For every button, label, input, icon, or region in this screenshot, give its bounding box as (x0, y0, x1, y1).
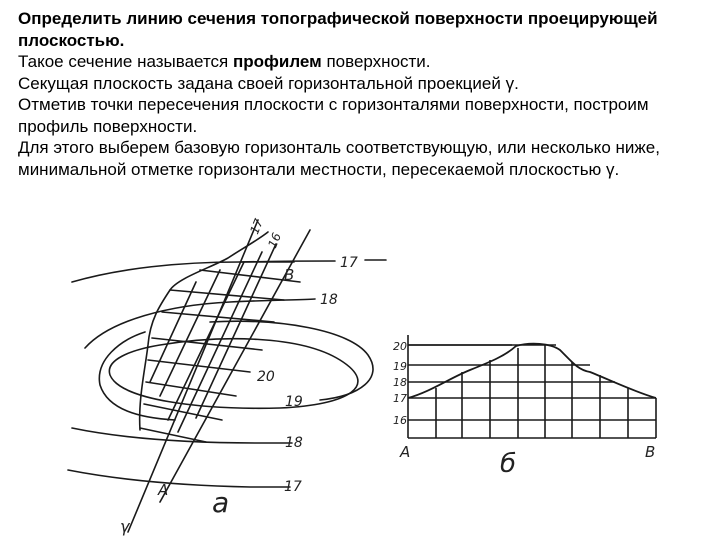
paragraph-base-contour: Для этого выберем базовую горизонталь соответствующую, или несколько ниже, минимальной отметке горизонтали местности, пересекаемой плоскостью γ. (18, 138, 660, 179)
point-a-label-a: A (158, 481, 169, 499)
profile-curve (408, 344, 656, 398)
level-label-17: 17 (393, 392, 407, 405)
figure-a-caption: а (212, 486, 230, 519)
paragraph-profile (18, 51, 708, 73)
paragraph-profile-end: поверхности. (321, 52, 431, 71)
contour-20-ellipse (109, 339, 358, 408)
contour-17-bottom (68, 470, 290, 487)
contour-label-17-bottom: 17 (284, 479, 302, 495)
contour-label-19: 19 (285, 394, 303, 410)
point-b-label-b: B (645, 443, 656, 461)
contour-label-18-bottom: 18 (285, 435, 303, 451)
plane-label-17: 17 (247, 216, 266, 237)
profile-chart (408, 335, 656, 438)
point-b-label-a: B (284, 266, 295, 284)
level-label-16: 16 (393, 414, 407, 427)
gamma-label: γ (120, 517, 130, 536)
paragraph-plane: Секущая плоскость задана своей горизонтальной проекцией γ. (18, 73, 519, 93)
level-label-19: 19 (393, 360, 407, 373)
slide-title: Определить линию сечения топографической поверхности проецирующей плоскостью. (18, 9, 658, 50)
paragraph-points: Отметив точки пересечения плоскости с горизонталями поверхности, построим профиль поверхности. (18, 95, 649, 136)
contour-label-20: 20 (257, 369, 275, 385)
contour-label-18-top: 18 (320, 292, 338, 308)
contour-17-top (72, 261, 335, 282)
level-label-18: 18 (393, 376, 407, 389)
level-label-20: 20 (393, 340, 407, 353)
figure-b-labels (393, 340, 655, 479)
contour-label-17-top: 17 (340, 255, 358, 271)
point-a-label-b: A (400, 443, 411, 461)
plane-label-16: 16 (265, 230, 284, 251)
figure-b-caption: б (500, 449, 517, 479)
slide-text (18, 8, 708, 180)
term-profile: профилем (232, 52, 322, 71)
contour-18-bottom (72, 428, 292, 443)
paragraph-profile-start: Такое сечение называется (18, 52, 233, 71)
